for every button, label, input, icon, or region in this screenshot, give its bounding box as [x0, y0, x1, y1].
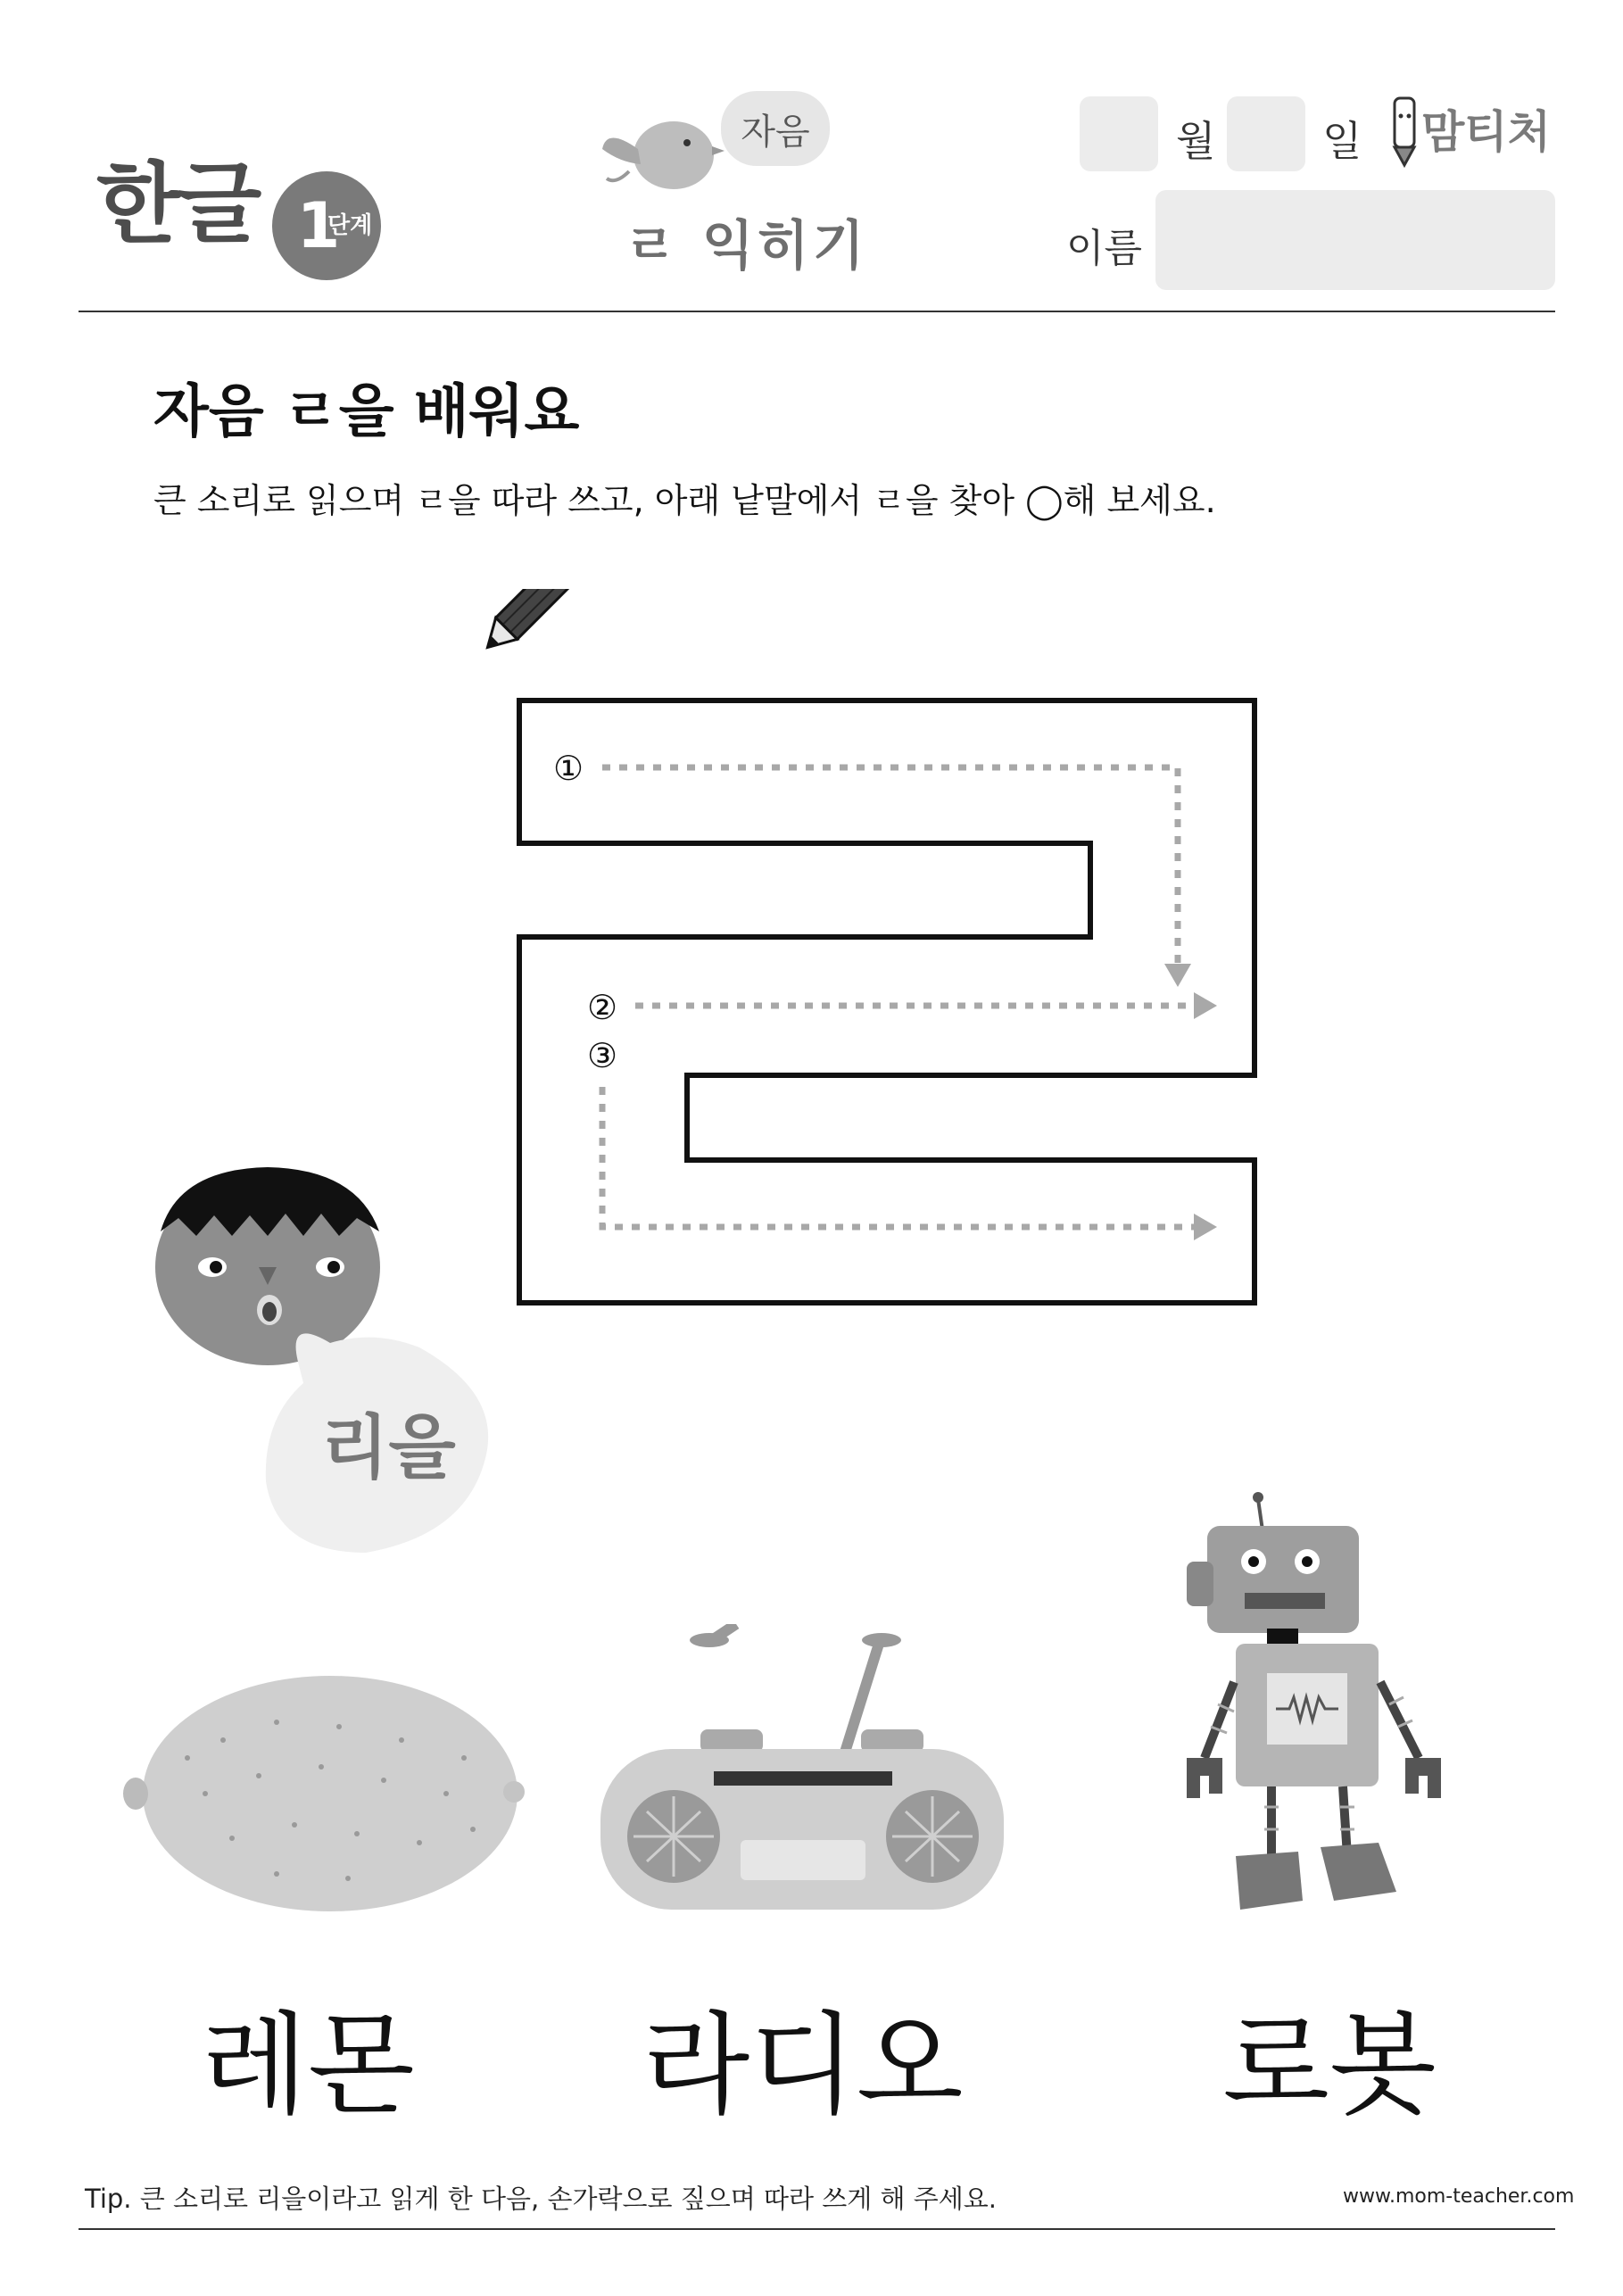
day-label: 일 [1322, 117, 1362, 165]
footer-divider [79, 2228, 1555, 2230]
site-url: www.mom-teacher.com [1343, 2185, 1575, 2208]
pencil-icon [476, 589, 574, 659]
robot-picture [1182, 1490, 1486, 1919]
tip-text: Tip. 큰 소리로 리을이라고 읽게 한 다음, 손가락으로 짚으며 따라 쓰게 해 주세요. [85, 2184, 997, 2214]
stroke-number-1: ① [553, 749, 584, 788]
rieul-tracing-maze[interactable] [419, 589, 1276, 1330]
name-label: 이름 [1066, 226, 1143, 271]
instruction-text: 큰 소리로 읽으며 ㄹ을 따라 쓰고, 아래 낱말에서 ㄹ을 찾아 ◯해 보세요. [153, 481, 1216, 520]
word-radio: 라디오 [642, 2002, 964, 2130]
stroke-number-3: ③ [587, 1036, 618, 1075]
word-lemon: 레몬 [201, 2002, 415, 2130]
radio-picture [593, 1624, 1013, 1919]
day-field[interactable] [1227, 96, 1305, 171]
month-label: 월 [1176, 117, 1216, 165]
header-divider [79, 311, 1555, 312]
stage-number: 1 [296, 189, 341, 262]
boy-speaking-illustration [152, 1160, 526, 1562]
month-field[interactable] [1080, 96, 1158, 171]
name-field[interactable] [1155, 190, 1555, 290]
stage-badge [272, 171, 381, 280]
lemon-picture [116, 1660, 526, 1927]
stroke-number-2: ② [587, 988, 618, 1027]
category-badge: 자음 [721, 91, 830, 166]
brand-title: 한글 [96, 153, 259, 255]
word-robot: 로봇 [1222, 2002, 1437, 2130]
lesson-subtitle: ㄹ 익히기 [625, 215, 868, 278]
mom-teacher-logo [1387, 89, 1566, 170]
maze-outline [519, 700, 1255, 1303]
speech-bubble-text: 리을 [321, 1408, 456, 1488]
stage-word: 단계 [327, 212, 373, 239]
lesson-heading: 자음 ㄹ을 배워요 [153, 379, 580, 445]
boy-face [155, 1167, 380, 1365]
logo-text: 맘티처 [1421, 106, 1551, 158]
bird-icon [598, 100, 732, 198]
